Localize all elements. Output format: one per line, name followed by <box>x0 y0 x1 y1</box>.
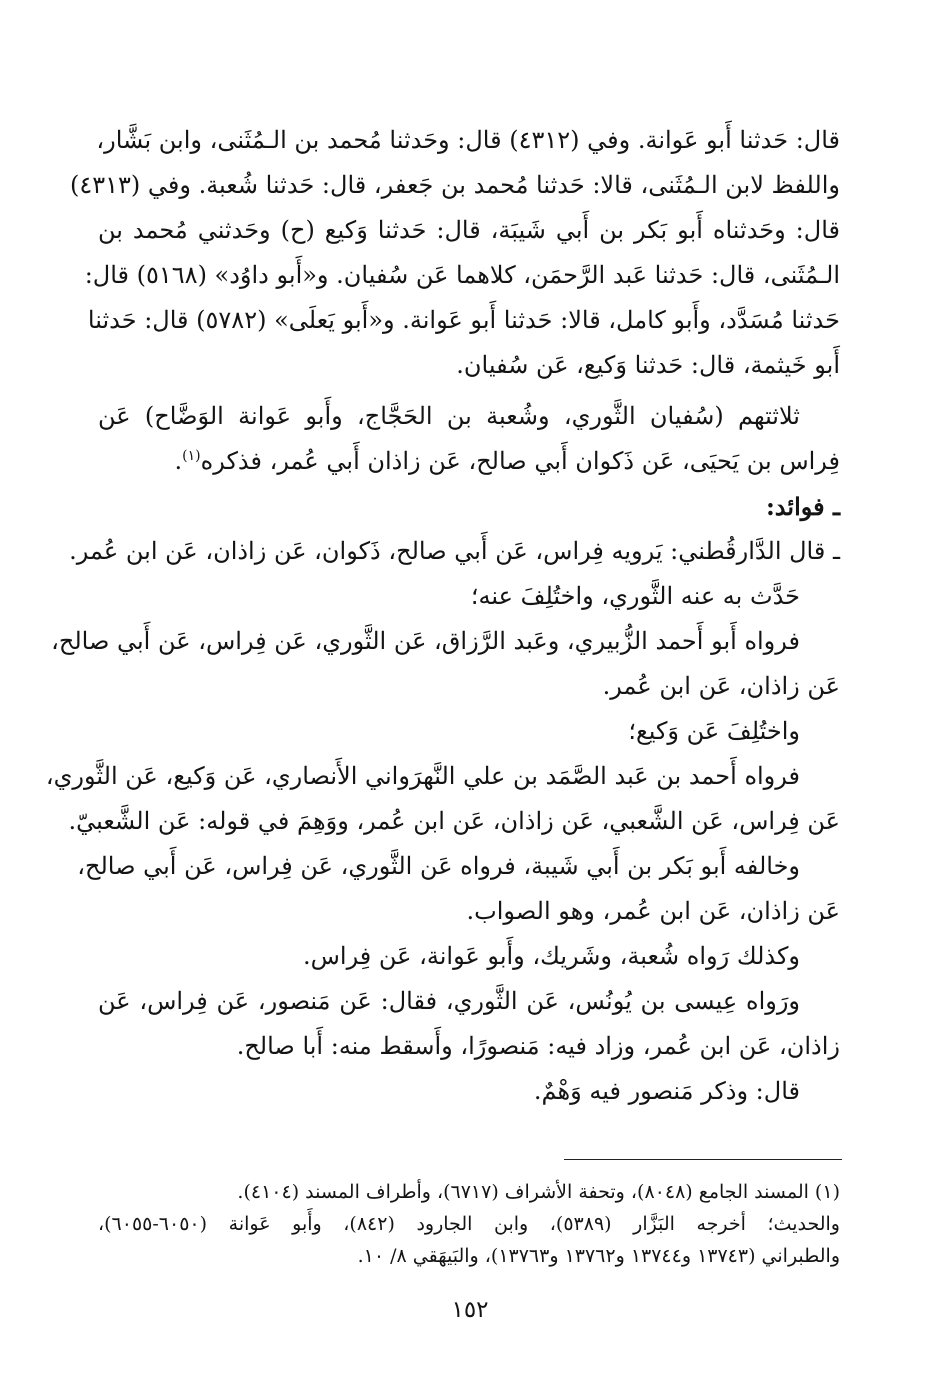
text-line: قال: وذكر مَنصور فيه وَهْمٌ. <box>533 1077 800 1105</box>
text-line: أَبو خَيثمة، قال: حَدثنا وَكيع، عَن سُفيان. <box>456 351 840 379</box>
footnote-line: والطبراني (١٣٧٤٣ و١٣٧٤٤ و١٣٧٦٢ و١٣٧٦٣)، والبَيهَقي ٨/ ١٠. <box>357 1245 840 1267</box>
text-line: ثلاثتهم (سُفيان الثَّوري، وشُعبة بن الحَجَّاج، وأَبو عَوانة الوَضَّاح) عَن <box>98 402 800 430</box>
text-span: فِراس بن يَحيَى، عَن ذَكوان أَبي صالح، عَن زاذان أَبي عُمر، فذكره <box>200 447 840 475</box>
text-line: فرواه أَحمد بن عَبد الصَّمَد بن علي النَّهرَواني الأَنصاري، عَن وَكيع، عَن الثَّوري، <box>45 762 800 790</box>
text-line: حَدَّث به عنه الثَّوري، واختُلِفَ عنه؛ <box>470 582 800 610</box>
text-line: وكذلك رَواه شُعبة، وشَريك، وأَبو عَوانة، عَن فِراس. <box>302 942 800 970</box>
footnote-reference: (١) <box>182 448 201 464</box>
footnotes <box>98 1176 840 1272</box>
text-line: ـ قال الدَّارقُطني: يَرويه فِراس، عَن أَبي صالح، ذَكوان، عَن زاذان، عَن ابن عُمر. <box>69 537 840 565</box>
text-line: عَن زاذان، عَن ابن عُمر. <box>602 672 840 700</box>
benefits-heading: ـ فوائد: <box>765 492 840 521</box>
text-line: عَن فِراس، عَن الشَّعبي، عَن زاذان، عَن ابن عُمر، ووَهِمَ في قوله: عَن الشَّعبيّ. <box>68 807 840 835</box>
text-line: زاذان، عَن ابن عُمر، وزاد فيه: مَنصورًا، وأَسقط منه: أَبا صالح. <box>236 1032 840 1060</box>
text-line: واللفظ لابن الـمُثَنى، قالا: حَدثنا مُحمد بن جَعفر، قال: حَدثنا شُعبة. وفي (٤٣١٣) <box>69 171 840 199</box>
text-line: فرواه أَبو أَحمد الزُّبيري، وعَبد الرَّزاق، عَن الثَّوري، عَن فِراس، عَن أَبي صالح، <box>51 627 800 655</box>
text-line <box>98 439 840 484</box>
footnote-line: (١) المسند الجامع (٨٠٤٨)، وتحفة الأشراف (٦٧١٧)، وأطراف المسند (٤١٠٤). <box>237 1181 840 1203</box>
footnote-line: والحديث؛ أخرجه البَزَّار (٥٣٨٩)، وابن الجارود (٨٤٢)، وأَبو عَوانة (٦٠٥٠-٦٠٥٥)، <box>98 1213 840 1235</box>
text-span: . <box>174 447 183 475</box>
text-line: واختُلِفَ عَن وَكيع؛ <box>628 717 800 745</box>
text-line: وخالفه أَبو بَكر بن أَبي شَيبة، فرواه عَن الثَّوري، عَن فِراس، عَن أَبي صالح، <box>77 852 800 880</box>
page-number: ١٥٢ <box>451 1297 489 1323</box>
text-line: قال: حَدثنا أَبو عَوانة. وفي (٤٣١٢) قال: وحَدثنا مُحمد بن الـمُثَنى، وابن بَشَّار، <box>96 126 840 154</box>
main-text <box>45 118 840 1114</box>
text-line: الـمُثَنى، قال: حَدثنا عَبد الرَّحمَن، كلاهما عَن سُفيان. و«أَبو داوُد» (٥١٦٨) قال: <box>84 261 840 289</box>
footnote-divider <box>564 1159 842 1160</box>
text-line: حَدثنا مُسَدَّد، وأَبو كامل، قالا: حَدثنا أَبو عَوانة. و«أَبو يَعلَى» (٥٧٨٢) قال: حَدثنا <box>87 306 840 334</box>
text-line: قال: وحَدثناه أَبو بَكر بن أَبي شَيبَة، قال: حَدثنا وَكيع (ح) وحَدثني مُحمد بن <box>98 216 840 244</box>
text-line: عَن زاذان، عَن ابن عُمر، وهو الصواب. <box>466 897 840 925</box>
text-line: ورَواه عِيسى بن يُونُس، عَن الثَّوري، فقال: عَن مَنصور، عَن فِراس، عَن <box>98 987 801 1015</box>
